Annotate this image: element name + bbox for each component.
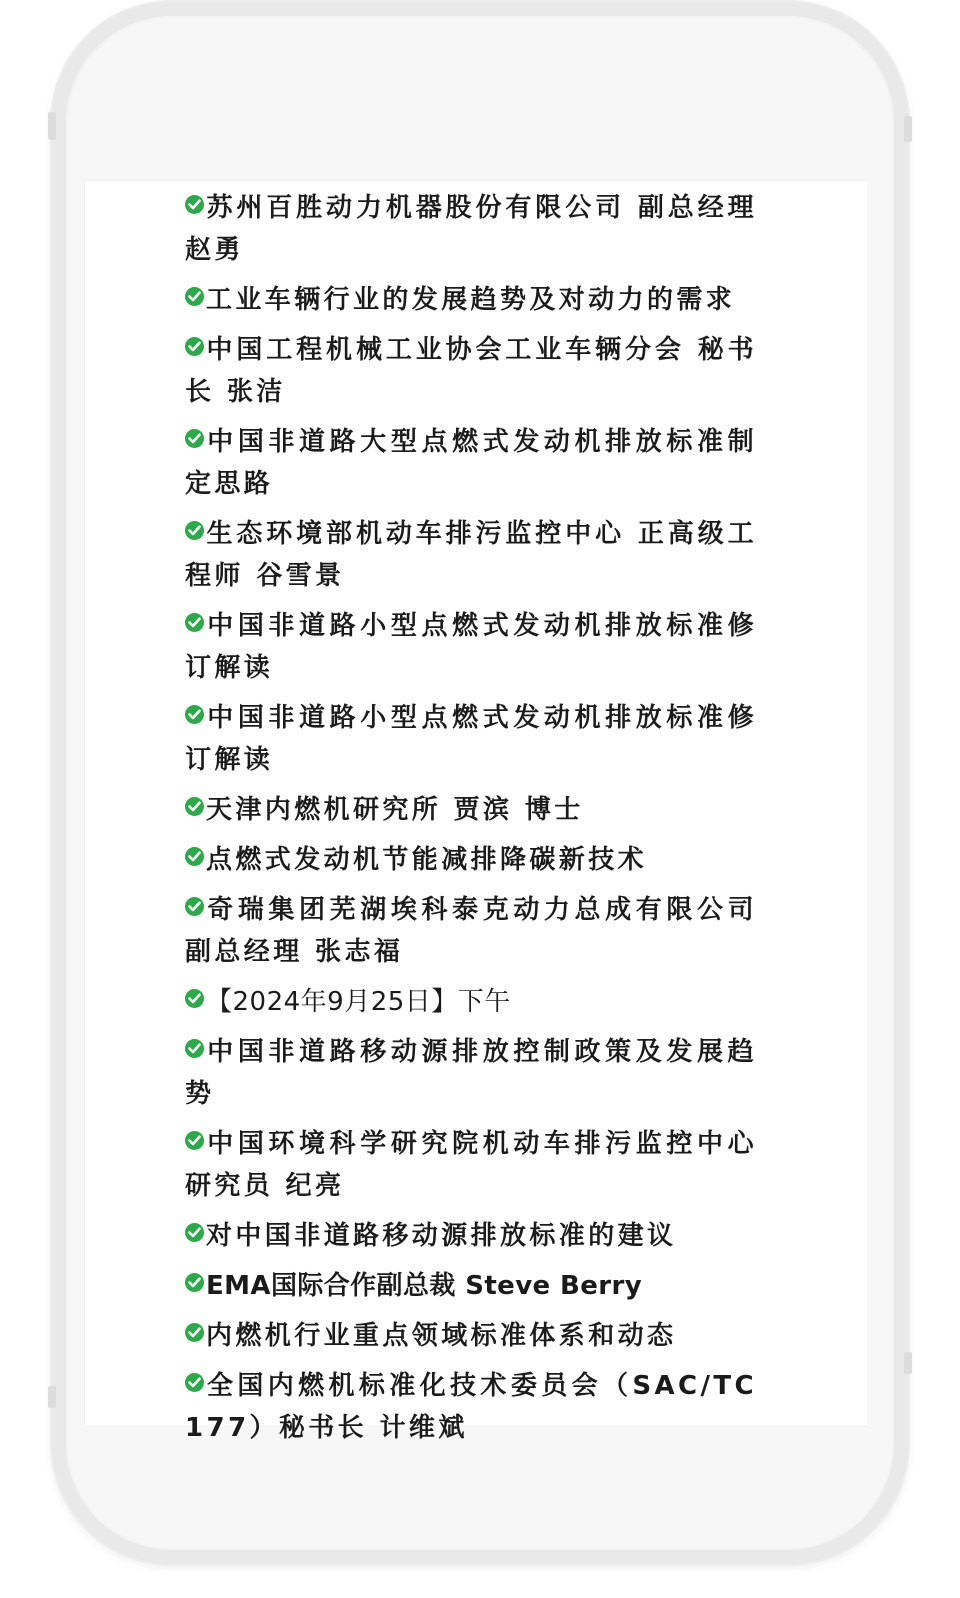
agenda-item-text: 奇瑞集团芜湖埃科泰克动力总成有限公司副总经理 张志福: [185, 895, 757, 967]
agenda-item: [185, 1031, 757, 1115]
agenda-item: [185, 1365, 757, 1449]
phone-screen[interactable]: [84, 180, 867, 1443]
check-circle-icon: [185, 287, 204, 306]
agenda-item-text: 苏州百胜动力机器股份有限公司 副总经理 赵勇: [185, 193, 757, 265]
check-circle-icon: [185, 337, 204, 356]
check-circle-icon: [185, 1223, 204, 1242]
agenda-item: [185, 329, 757, 413]
agenda-item: [185, 513, 757, 597]
check-circle-icon: [185, 1131, 204, 1150]
agenda-item: [185, 279, 757, 321]
check-circle-icon: [185, 1039, 204, 1058]
agenda-item: [185, 1215, 757, 1257]
agenda-item: [185, 889, 757, 973]
agenda-item-text: 点燃式发动机节能减排降碳新技术: [206, 845, 648, 875]
agenda-item-text: 生态环境部机动车排污监控中心 正高级工程师 谷雪景: [185, 519, 757, 591]
agenda-item-text: 天津内燃机研究所 贾滨 博士: [206, 795, 584, 825]
agenda-item-text: 【2024年9月25日】下午: [206, 987, 511, 1017]
agenda-item: [185, 1265, 757, 1307]
agenda-item: [185, 789, 757, 831]
agenda-item-text: 对中国非道路移动源排放标准的建议: [206, 1221, 677, 1251]
agenda-item-text: 全国内燃机标准化技术委员会（SAC/TC177）秘书长 计维斌: [185, 1371, 757, 1443]
agenda-item: [185, 421, 757, 505]
agenda-item: [185, 1315, 757, 1357]
check-circle-icon: [185, 1323, 204, 1342]
agenda-item-text: 中国非道路小型点燃式发动机排放标准修订解读: [185, 703, 757, 775]
agenda-item-text: EMA国际合作副总裁 Steve Berry: [206, 1271, 643, 1301]
check-circle-icon: [185, 1273, 204, 1292]
phone-side-button-left-lower: [48, 1386, 56, 1408]
agenda-item-text: 中国环境科学研究院机动车排污监控中心研究员 纪亮: [185, 1129, 757, 1201]
agenda-item: [185, 187, 757, 271]
phone-side-button-right-lower: [904, 1352, 912, 1374]
check-circle-icon: [185, 521, 204, 540]
check-circle-icon: [185, 897, 204, 916]
agenda-item-text: 中国非道路大型点燃式发动机排放标准制定思路: [185, 427, 757, 499]
check-circle-icon: [185, 1373, 204, 1392]
phone-side-button-right: [904, 116, 912, 142]
agenda-item-text: 中国非道路移动源排放控制政策及发展趋势: [185, 1037, 757, 1109]
agenda-item-date: [185, 981, 757, 1023]
check-circle-icon: [185, 797, 204, 816]
check-circle-icon: [185, 613, 204, 632]
agenda-list: [185, 187, 757, 1457]
agenda-item-text: 工业车辆行业的发展趋势及对动力的需求: [206, 285, 736, 315]
check-circle-icon: [185, 989, 204, 1008]
phone-side-button-left: [48, 112, 56, 140]
agenda-item: [185, 605, 757, 689]
check-circle-icon: [185, 705, 204, 724]
check-circle-icon: [185, 195, 204, 214]
agenda-item-text: 中国非道路小型点燃式发动机排放标准修订解读: [185, 611, 757, 683]
agenda-item: [185, 697, 757, 781]
check-circle-icon: [185, 847, 204, 866]
agenda-item: [185, 1123, 757, 1207]
agenda-item-text: 内燃机行业重点领域标准体系和动态: [206, 1321, 677, 1351]
check-circle-icon: [185, 429, 204, 448]
agenda-item-text: 中国工程机械工业协会工业车辆分会 秘书长 张洁: [185, 335, 757, 407]
agenda-item: [185, 839, 757, 881]
